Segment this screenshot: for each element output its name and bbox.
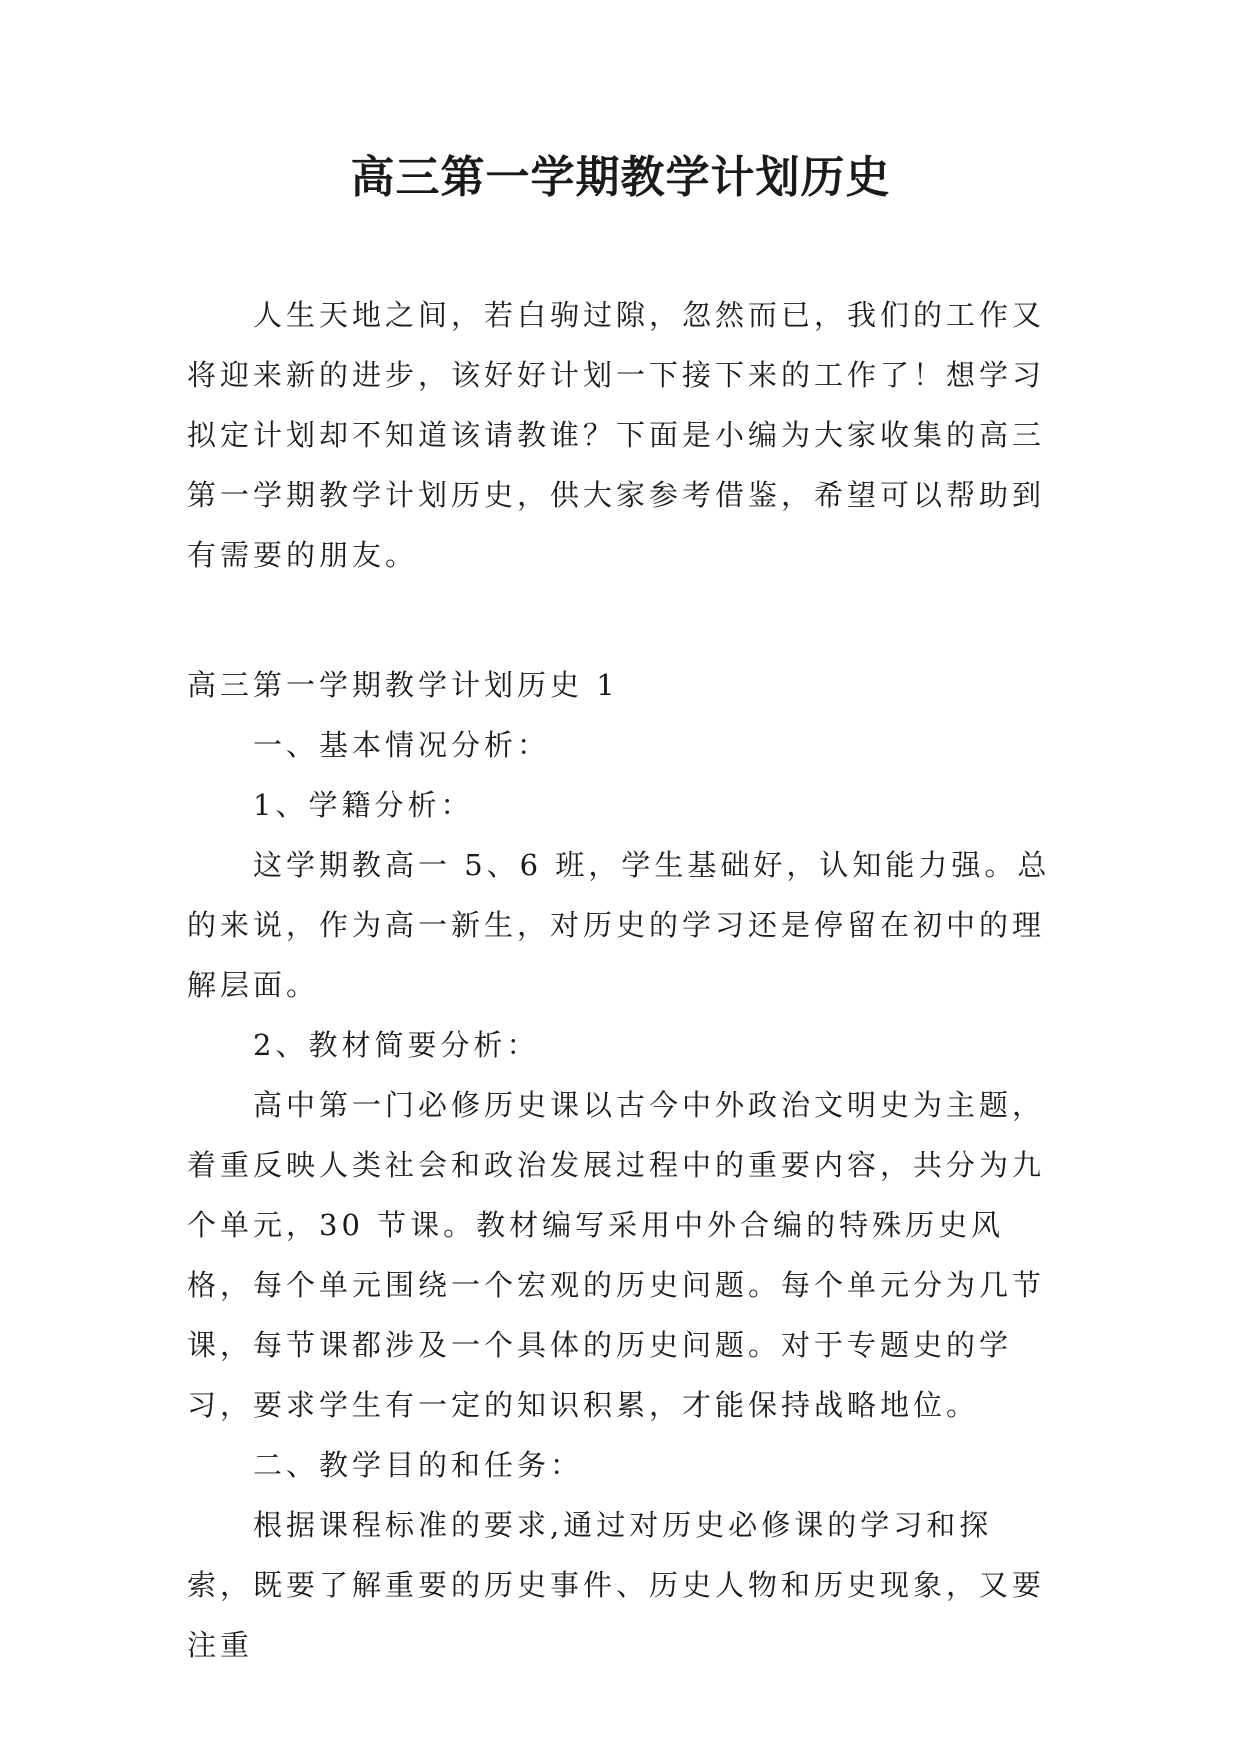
part2-paragraph: 根据课程标准的要求,通过对历史必修课的学习和探索，既要了解重要的历史事件、历史人物和历史现象，又要注重 <box>187 1508 1046 1662</box>
sub2-heading: 2、教材简要分析： <box>253 1028 540 1062</box>
sub1-paragraph: 这学期教高一 5、6 班，学生基础好，认知能力强。总的来说，作为高一新生，对历史的学习还是停留在初中的理解层面。 <box>187 848 1051 1002</box>
part2-heading: 二、教学目的和任务： <box>253 1448 584 1482</box>
part1-heading: 一、基本情况分析： <box>253 728 551 762</box>
document-body <box>187 285 1055 1675</box>
document-title: 高三第一学期教学计划历史 <box>350 152 891 203</box>
intro-paragraph: 人生天地之间，若白驹过隙，忽然而已，我们的工作又将迎来新的进步，该好好计划一下接下来的工作了！想学习拟定计划却不知道该请教谁？下面是小编为大家收集的高三第一学期教学计划历史，供大家参考借鉴，希望可以帮助到有需要的朋友。 <box>187 298 1046 572</box>
sub2-paragraph: 高中第一门必修历史课以古今中外政治文明史为主题，着重反映人类社会和政治发展过程中的重要内容，共分为九个单元，30 节课。教材编写采用中外合编的特殊历史风格，每个单元围绕一个宏观的历史问题。每个单元分为几节课，每节课都涉及一个具体的历史问题。对于专题史的学习，要求学生有一定的知识积累，才能保持战略地位。 <box>187 1088 1046 1422</box>
section-heading: 高三第一学期教学计划历史 1 <box>187 668 619 702</box>
sub1-heading: 1、学籍分析： <box>253 788 474 822</box>
